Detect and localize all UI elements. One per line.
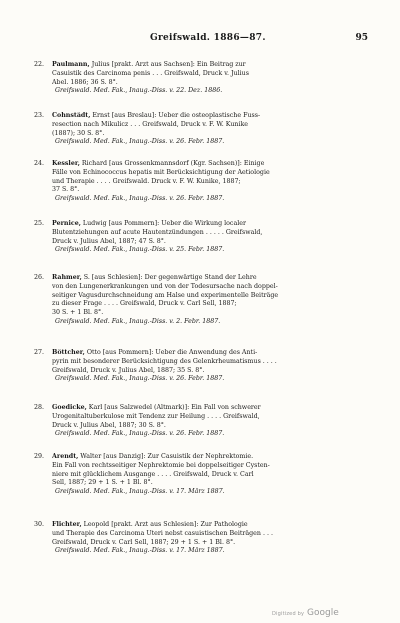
entry-line	[52, 220, 368, 229]
header-title: Greifswald. 1886—87.	[150, 33, 266, 43]
entry-line: 37 S. 8°.	[52, 186, 80, 194]
entry-number: 28.	[34, 404, 45, 411]
entry-line: und Therapie des Carcinoma Uteri nebst casuistischen Beiträgen . . .	[52, 529, 273, 537]
entry-line-text: Leopold [prakt. Arzt aus Schlesien]: Zur Pathologie	[81, 521, 248, 528]
entry-line: seitiger Vagusdurchschneidung am Halse und experimentelle Beiträge	[52, 291, 279, 299]
entry-line	[52, 160, 368, 169]
entry-body	[52, 453, 368, 497]
dissertation-note: Greifswald. Med. Fak., Inaug.-Diss. v. 2. Febr. 1887.	[55, 317, 221, 325]
entry-body	[52, 274, 368, 327]
page-number: 95	[355, 33, 368, 43]
entry-line-text: Julius [prakt. Arzt aus Sachsen]: Ein Beitrag zur	[89, 61, 246, 68]
entry-line-text: Otto [aus Pommern]: Ueber die Anwendung des Anti-	[84, 349, 258, 356]
watermark-prefix: Digitized by	[272, 611, 305, 617]
entry-body	[52, 404, 368, 439]
entry-line	[52, 521, 368, 530]
dissertation-note: Greifswald. Med. Fak., Inaug.-Diss. v. 26. Febr. 1887.	[55, 375, 225, 383]
entry-line	[52, 349, 368, 358]
dissertation-note: Greifswald. Med. Fak., Inaug.-Diss. v. 26. Febr. 1887.	[55, 138, 225, 146]
entry-author: Pernice,	[52, 220, 81, 227]
entry-body	[52, 349, 368, 384]
dissertation-note: Greifswald. Med. Fak., Inaug.-Diss. v. 17. März 1887.	[55, 488, 225, 496]
entry-line: pyrin mit besonderer Berücksichtigung des Gelenkrheumatismus . . . .	[52, 357, 277, 365]
entry-body	[52, 220, 368, 255]
digitized-by-google-watermark	[272, 608, 339, 618]
entry-number: 27.	[34, 349, 45, 356]
entry-number: 30.	[34, 521, 45, 528]
entry-line: Druck v. Julius Abel, 1887; 47 S. 8°.	[52, 237, 166, 245]
entry-line-text: Ernst [aus Breslau]: Ueber die osteoplastische Fuss-	[90, 112, 261, 119]
entry-line: Sell, 1887; 29 + 1 S. + 1 Bl. 8°.	[52, 479, 153, 487]
entry-line: resection nach Mikulicz . . . Greifswald, Druck v. F. W. Kunike	[52, 120, 249, 128]
entry-line: Druck v. Julius Abel, 1887; 30 S. 8°.	[52, 421, 166, 429]
entry-line	[52, 274, 368, 283]
entry-body	[52, 160, 368, 204]
entry-body	[52, 61, 368, 96]
entry-line-text: Karl [aus Salzwedel (Altmark)]: Ein Fall von schwerer	[86, 404, 261, 411]
entry-line	[52, 61, 368, 70]
entry-line-text: Richard [aus Grossenkmannsdorf (Kgr. Sachsen)]: Einige	[79, 160, 265, 167]
dissertation-note: Greifswald. Med. Fak., Inaug.-Diss. v. 17. März 1887.	[55, 547, 225, 555]
entry-line: Casuistik des Carcinoma penis . . . Greifswald, Druck v. Julius	[52, 69, 249, 77]
entry-line: Greifswald, Druck v. Julius Abel, 1887; 35 S. 8°.	[52, 366, 205, 374]
dissertation-note: Greifswald. Med. Fak., Inaug.-Diss. v. 25. Febr. 1887.	[55, 246, 225, 254]
entry-author: Paulmann,	[52, 61, 90, 68]
entry-line: niere mit glücklichem Ausgange . . . . Greifswald, Druck v. Carl	[52, 470, 254, 478]
entry-number: 23.	[34, 112, 45, 119]
entry-line	[52, 453, 368, 462]
entry-author: Goedicke,	[52, 404, 87, 411]
entry-line: Fälle von Echinococcus hepatis mit Berücksichtigung der Aetiologie	[52, 168, 270, 176]
entry-number: 24.	[34, 160, 45, 167]
entry-author: Rahmer,	[52, 274, 82, 281]
entry-line: Blutentziehungen auf acute Hautentzündungen . . . . . Greifswald,	[52, 228, 263, 236]
entry-line: Urogenitaltuberkulose mit Tendenz zur Heilung . . . . Greifswald,	[52, 412, 260, 420]
entry-body	[52, 521, 368, 556]
entry-line	[52, 112, 368, 121]
entry-number: 29.	[34, 453, 45, 460]
entry-body	[52, 112, 368, 147]
entry-line: Ein Fall von rechtsseitiger Nephrektomie bei doppelseitiger Cysten-	[52, 461, 270, 469]
entry-number: 25.	[34, 220, 45, 227]
dissertation-note: Greifswald. Med. Fak., Inaug.-Diss. v. 26. Febr. 1887.	[55, 195, 225, 203]
entry-line-text: Walter [aus Danzig]: Zur Casuistik der Nephrektomie.	[78, 453, 254, 460]
entry-line-text: Ludwig [aus Pommern]: Ueber die Wirkung localer	[80, 220, 246, 227]
entry-author: Kessler,	[52, 160, 80, 167]
entry-line: und Therapie . . . . Greifswald. Druck v. F. W. Kunike, 1887;	[52, 177, 241, 185]
running-header	[40, 33, 368, 47]
entry-author: Böttcher,	[52, 349, 85, 356]
entry-author: Cohnstädt,	[52, 112, 91, 119]
entry-line-text: S. [aus Schlesien]: Der gegenwärtige Stand der Lehre	[81, 274, 257, 281]
entry-number: 22.	[34, 61, 45, 68]
entry-line	[52, 404, 368, 413]
entry-line: von den Lungenerkrankungen und von der Todesursache nach doppel-	[52, 282, 278, 290]
dissertation-note: Greifswald. Med. Fak., Inaug.-Diss. v. 26. Febr. 1887.	[55, 430, 225, 438]
dissertation-note: Greifswald. Med. Fak., Inaug.-Diss. v. 22. Dez. 1886.	[55, 87, 223, 95]
entry-line: zu dieser Frage . . . . Greifswald, Druck v. Carl Sell, 1887;	[52, 300, 237, 308]
entry-author: Flichter,	[52, 521, 82, 528]
entry-line: Abel. 1886; 36 S. 8°.	[52, 78, 118, 86]
entry-author: Arendt,	[52, 453, 79, 460]
watermark-brand: Google	[307, 608, 339, 618]
entry-line: 30 S. + 1 Bl. 8°.	[52, 309, 104, 317]
entry-number: 26.	[34, 274, 45, 281]
entry-line: Greifswald, Druck v. Carl Sell, 1887; 29 + 1 S. + 1 Bl. 8°.	[52, 538, 236, 546]
entry-line: (1887); 30 S. 8°.	[52, 129, 105, 137]
